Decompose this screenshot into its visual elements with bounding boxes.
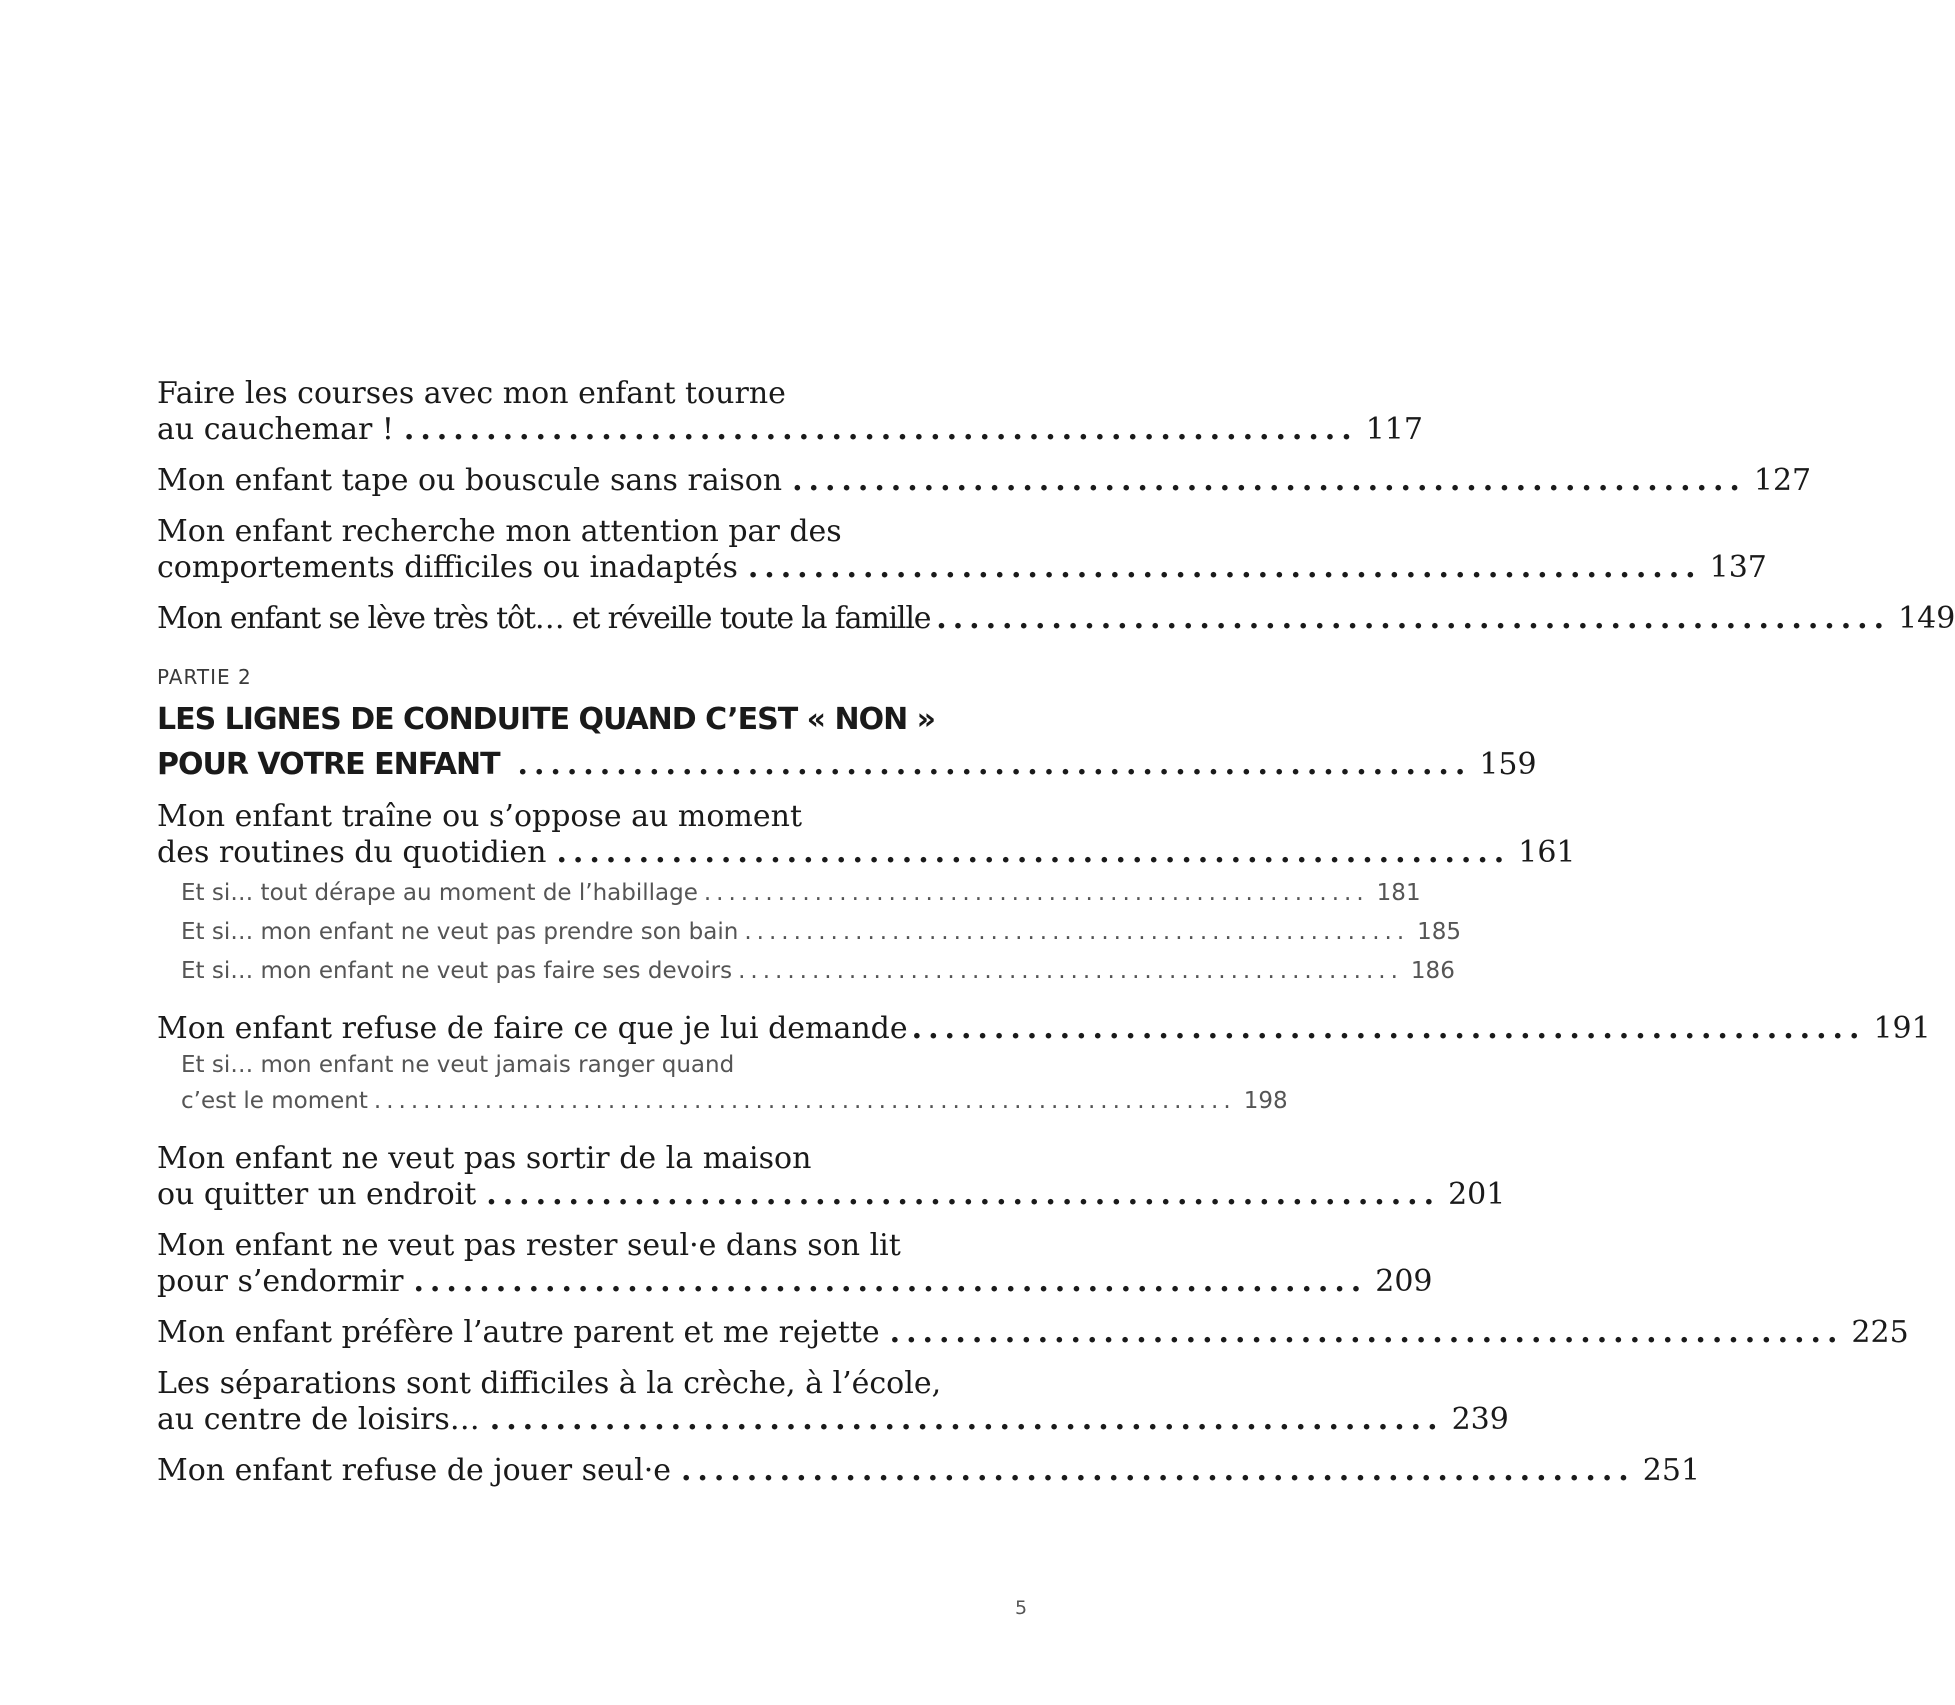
toc-page-number: 198 [1243,1088,1288,1114]
dot-leader: ...................................................................... [373,1088,1236,1114]
toc-entry-attention[interactable] [157,514,1767,586]
dot-leader: .......................................................... [911,1011,1866,1046]
dot-leader: .......................................................... [556,835,1511,870]
toc-subentry-title: Et si… mon enfant ne veut pas faire ses devoirs [181,958,733,984]
toc-entry-line: Mon enfant ne veut pas sortir de la maison [157,1141,812,1176]
toc-page-number: 181 [1376,880,1421,906]
dot-leader: .......................................................... [403,412,1358,447]
toc-entry-jouer[interactable] [157,1453,1701,1489]
toc-entry-title: au cauchemar ! [157,412,394,447]
toc-entry-courses[interactable] [157,376,1423,448]
toc-entry-refuse[interactable] [157,1011,1931,1047]
toc-page-number: 127 [1753,463,1812,498]
toc-subentry-ranger[interactable] [157,1047,1288,1119]
toc-page-number: 161 [1518,835,1576,870]
toc-page-number: 149 [1898,601,1955,636]
dot-leader: ...................................................... [744,919,1410,945]
dot-leader: .......................................................... [413,1264,1368,1299]
dot-leader: .......................................................... [517,747,1472,782]
toc-page-number: 185 [1417,919,1462,945]
toc-page-number: 251 [1642,1453,1701,1488]
toc-entry-line: Mon enfant traîne ou s’oppose au moment [157,799,802,834]
toc-subentry-habillage[interactable] [157,875,1421,911]
dot-leader: .......................................................... [792,463,1746,498]
toc-page-number: 191 [1873,1011,1931,1046]
part-title-line: POUR VOTRE ENFANT [157,747,500,782]
toc-page-number: 201 [1448,1177,1506,1212]
page-number: 5 [1015,1597,1028,1619]
toc-entry-title: pour s’endormir [157,1264,404,1299]
toc-page-number: 137 [1709,550,1767,585]
toc-page-number: 117 [1365,412,1423,447]
toc-subentry-bain[interactable] [157,914,1462,950]
toc-page-number: 239 [1451,1402,1509,1437]
toc-entry-reveil[interactable] [157,601,1955,637]
toc-entry-line: Mon enfant ne veut pas rester seul·e dans son lit [157,1228,901,1263]
toc-entry-routines[interactable] [157,799,1576,871]
toc-entry-lit[interactable] [157,1228,1433,1300]
dot-leader: .......................................................... [489,1402,1444,1437]
toc-entry-sortir[interactable] [157,1141,1506,1213]
toc-entry-title: Mon enfant tape ou bouscule sans raison [157,463,783,498]
toc-entry-separations[interactable] [157,1366,1509,1438]
toc-entry-title: Mon enfant se lève très tôt… et réveille toute la famille [157,601,931,636]
toc-entry-line: Faire les courses avec mon enfant tourne [157,376,786,411]
part-title-line: LES LIGNES DE CONDUITE QUAND C’EST « NON » [157,702,936,737]
dot-leader: .......................................................... [486,1177,1441,1212]
toc-page-number: 159 [1479,747,1537,782]
toc-entry-title: des routines du quotidien [157,835,547,870]
dot-leader: .......................................................... [936,601,1891,636]
dot-leader: .......................................................... [889,1315,1844,1350]
toc-entry-title: ou quitter un endroit [157,1177,477,1212]
part-label: PARTIE 2 [157,665,252,689]
toc-entry-title: comportements difficiles ou inadaptés [157,550,738,585]
toc-entry-title: Mon enfant préfère l’autre parent et me rejette [157,1315,880,1350]
toc-entry-parent[interactable] [157,1315,1909,1351]
toc-page-number: 209 [1375,1264,1433,1299]
toc-subentry-devoirs[interactable] [157,953,1455,989]
dot-leader: ...................................................... [703,880,1369,906]
toc-page-number: 225 [1851,1315,1909,1350]
dot-leader: ...................................................... [738,958,1403,984]
toc-subentry-title: Et si… mon enfant ne veut pas prendre son bain [181,919,739,945]
toc-subentry-title: Et si… tout dérape au moment de l’habillage [181,880,698,906]
dot-leader: .......................................................... [680,1453,1635,1488]
table-of-contents [157,376,1955,1504]
toc-entry-title: au centre de loisirs… [157,1402,480,1437]
toc-entry-tape[interactable] [157,463,1812,499]
part-title[interactable] [157,697,1537,787]
toc-subentry-line: Et si… mon enfant ne veut jamais ranger quand [181,1052,735,1078]
toc-entry-title: Mon enfant refuse de jouer seul·e [157,1453,671,1488]
dot-leader: .......................................................... [747,550,1702,585]
toc-entry-title: Mon enfant refuse de faire ce que je lui demande [157,1011,908,1046]
toc-entry-line: Mon enfant recherche mon attention par des [157,514,842,549]
toc-page-number: 186 [1410,958,1455,984]
toc-entry-line: Les séparations sont difficiles à la crèche, à l’école, [157,1366,942,1401]
toc-subentry-title: c’est le moment [181,1088,368,1114]
